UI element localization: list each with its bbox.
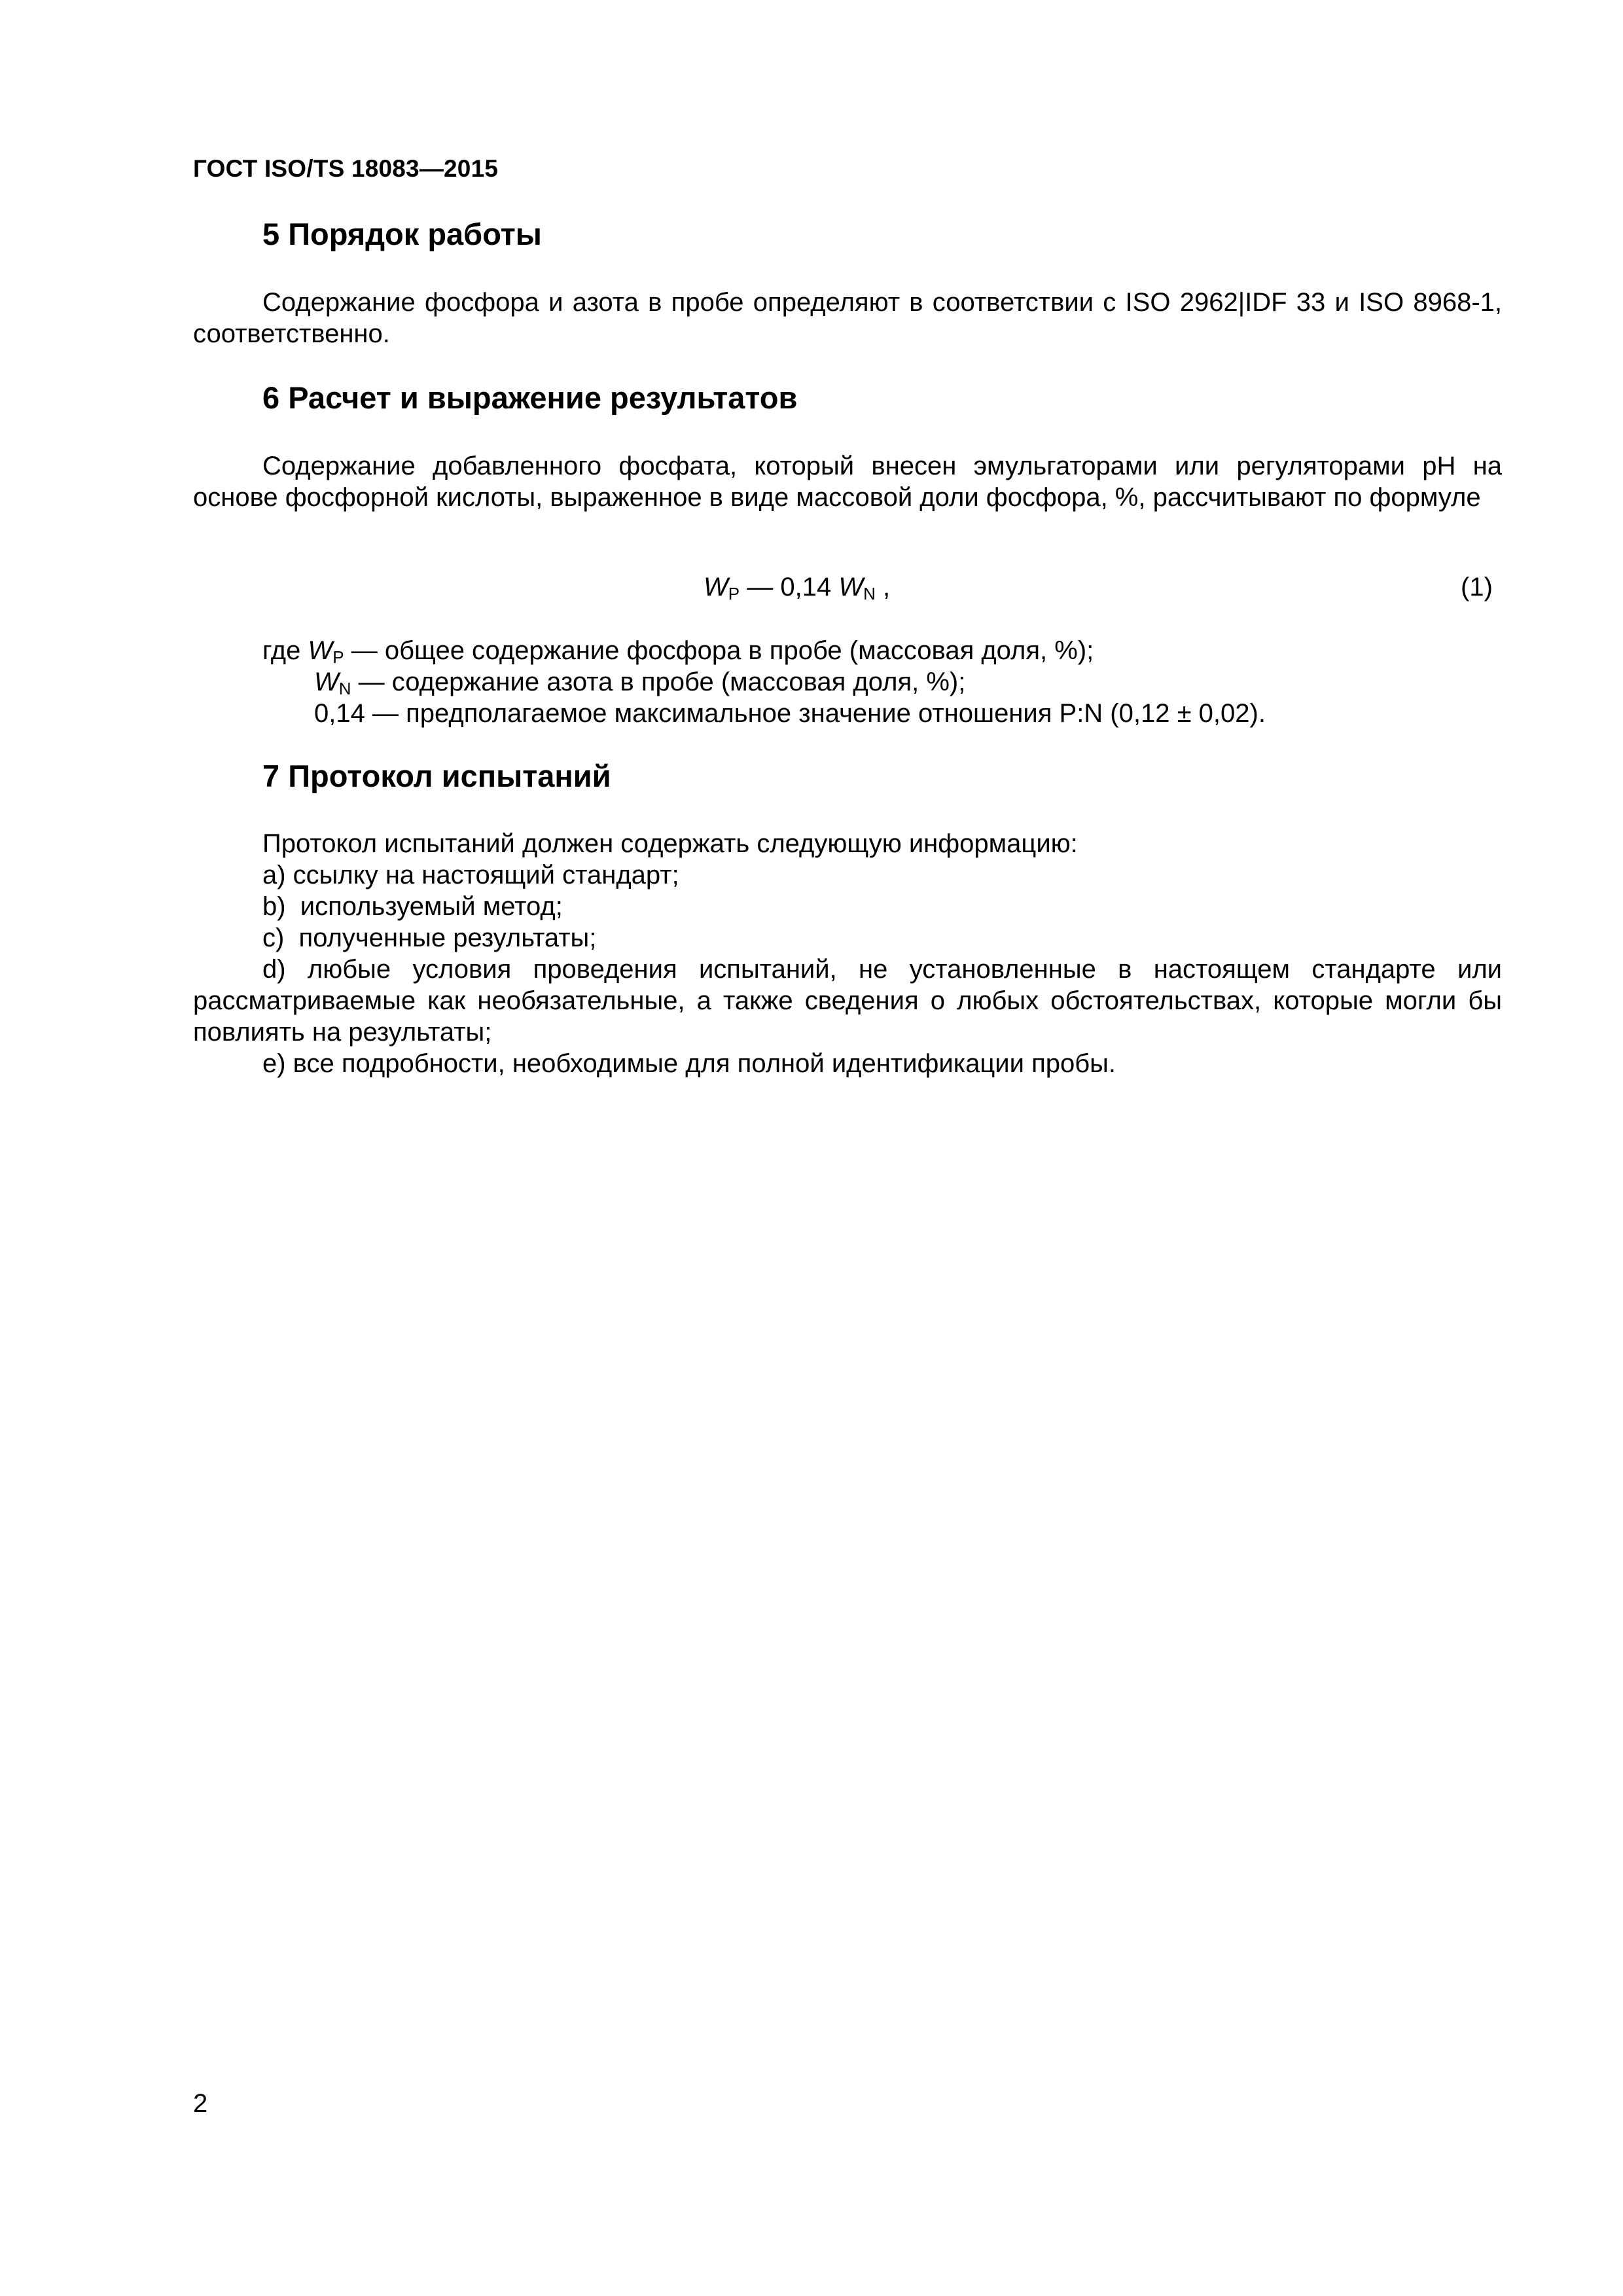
section-5-text: Содержание фосфора и азота в пробе определяют в соответствии с ISO 2962|IDF 33 и ISO 8968-1, соответственно.	[193, 288, 1502, 348]
formula	[704, 571, 890, 609]
where-wn-symbol: W	[314, 668, 339, 696]
list-item-e: е) все подробности, необходимые для полной идентификации пробы.	[262, 1049, 1116, 1078]
list-item-b: b) используемый метод;	[262, 892, 563, 921]
where-wn-definition: — содержание азота в пробе (массовая доля, %);	[351, 668, 966, 696]
where-wn-sub: N	[338, 679, 351, 698]
formula-number: (1)	[1461, 573, 1493, 601]
section-7-intro: Протокол испытаний должен содержать следующую информацию:	[262, 829, 1078, 858]
section-7-title: 7 Протокол испытаний	[262, 759, 611, 793]
where-wp-sub: P	[332, 647, 344, 667]
formula-middle: — 0,14	[740, 573, 839, 601]
list-item-a: а) ссылку на настоящий стандарт;	[262, 861, 679, 889]
section-6-title: 6 Расчет и выражение результатов	[262, 380, 798, 415]
formula-sub-n: N	[863, 584, 876, 603]
where-prefix: где	[262, 636, 308, 665]
document-header: ГОСТ ISO/TS 18083—2015	[193, 155, 499, 182]
list-item-d: d) любые условия проведения испытаний, не установленные в настоящем стандарте или рассматриваемые как необязательные, а также сведения о любых обстоятельствах, которые могли бы повлиять на результаты;	[193, 955, 1502, 1047]
section-5-title: 5 Порядок работы	[262, 217, 542, 251]
formula-tail: ,	[875, 573, 891, 601]
formula-wn: W	[838, 573, 864, 601]
page-number: 2	[193, 2089, 208, 2118]
where-wp-definition: — общее содержание фосфора в пробе (массовая доля, %);	[344, 636, 1094, 665]
section-6-text: Содержание добавленного фосфата, который внесен эмульгаторами или регуляторами pH на основе фосфорной кислоты, выраженное в виде массовой доли фосфора, %, рассчитывают по формуле	[193, 452, 1502, 512]
where-wp-symbol: W	[308, 636, 333, 665]
list-item-c: с) полученные результаты;	[262, 924, 597, 952]
formula-sub-p: P	[728, 584, 740, 603]
where-ratio-line: 0,14 — предполагаемое максимальное значение отношения P:N (0,12 ± 0,02).	[314, 699, 1266, 728]
formula-wp: W	[704, 573, 728, 601]
